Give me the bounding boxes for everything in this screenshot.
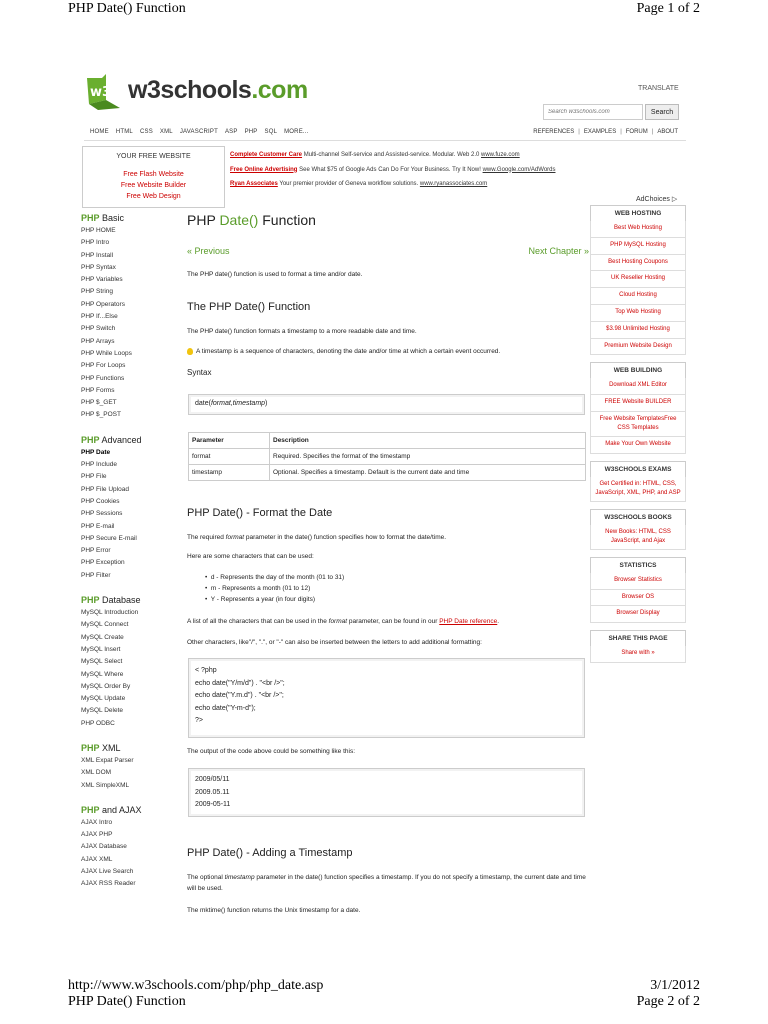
right-sidebar-link[interactable]: Best Hosting Coupons: [590, 255, 686, 272]
logo-text-com: .com: [251, 76, 308, 104]
sidebar-item[interactable]: PHP Include: [81, 461, 118, 469]
sidebar-item[interactable]: PHP File: [81, 473, 107, 481]
format-description: The required format parameter in the date() function specifies how to format the date/time.: [187, 534, 447, 541]
heading-date-function: The PHP Date() Function: [187, 301, 311, 313]
sidebar-item[interactable]: PHP ODBC: [81, 719, 115, 727]
ad-url[interactable]: www.fuze.com: [481, 152, 520, 158]
nav-html[interactable]: HTML: [115, 129, 133, 135]
svg-text:w3: w3: [90, 85, 112, 100]
sidebar-section-heading: PHP Advanced: [81, 434, 142, 445]
code-line: ?>: [195, 717, 203, 724]
list-item: • Y - Represents a year (in four digits): [205, 596, 316, 603]
nav-references[interactable]: REFERENCES: [533, 129, 575, 135]
print-header-title: PHP Date() Function: [68, 1, 186, 16]
sidebar-item[interactable]: PHP For Loops: [81, 362, 126, 370]
nav-home[interactable]: HOME: [90, 129, 109, 135]
right-nav: REFERENCES | EXAMPLES | FORUM | ABOUT: [533, 129, 678, 135]
ad-item: [230, 163, 600, 178]
sidebar-item[interactable]: PHP Forms: [81, 386, 115, 394]
sidebar-item[interactable]: MySQL Delete: [81, 707, 124, 715]
logo-text-main: w3schools: [128, 76, 252, 104]
sidebar-item[interactable]: PHP Secure E-mail: [81, 534, 137, 542]
sidebar-item[interactable]: XML Expat Parser: [81, 756, 134, 764]
right-sidebar-heading: WEB HOSTING: [590, 205, 686, 221]
table-cell: Optional. Specifies a timestamp. Default is the current date and time: [270, 465, 586, 481]
ad-text: See What $75 of Google Ads Can Do For Your Business. Try It Now!: [297, 166, 483, 173]
table-cell: Required. Specifies the format of the timestamp: [270, 449, 586, 465]
top-nav: [90, 129, 316, 135]
right-sidebar-link[interactable]: Best Web Hosting: [590, 221, 686, 238]
sidebar-item[interactable]: PHP Error: [81, 547, 111, 555]
sidebar-item[interactable]: MySQL Where: [81, 670, 124, 678]
sidebar-item[interactable]: PHP Operators: [81, 300, 125, 308]
sidebar-item[interactable]: PHP Exception: [81, 559, 125, 567]
code-line: echo date("Y/m/d") . "<br />";: [195, 679, 285, 687]
timestamp-description: The optional timestamp parameter in the date() function specifies a timestamp. If you do not specify a timestamp, the current date and time will be used.: [187, 874, 586, 892]
sidebar-item[interactable]: PHP File Upload: [81, 485, 129, 493]
mktime-text: The mktime() function returns the Unix timestamp for a date.: [187, 907, 361, 914]
right-sidebar-link[interactable]: Browser OS: [590, 590, 686, 607]
right-sidebar-link[interactable]: Make Your Own Website: [590, 437, 686, 454]
sidebar-item[interactable]: AJAX Intro: [81, 818, 113, 826]
sidebar-item[interactable]: PHP Date: [81, 448, 111, 456]
sidebar-item[interactable]: PHP Variables: [81, 276, 123, 284]
other-chars-text: Other characters, like"/", ".", or "-" can also be inserted between the letters to add additional formatting:: [187, 639, 482, 646]
nav-more[interactable]: MORE...: [284, 129, 309, 135]
code-line: echo date("Y-m-d");: [195, 704, 256, 712]
print-footer-url: http://www.w3schools.com/php/php_date.asp: [68, 978, 324, 993]
right-sidebar-link[interactable]: Premium Website Design: [590, 339, 686, 356]
sidebar-item[interactable]: PHP While Loops: [81, 349, 132, 357]
right-sidebar-link[interactable]: Browser Display: [590, 606, 686, 623]
intro-text: The PHP date() function is used to format a time and/or date.: [187, 271, 363, 278]
ad-url[interactable]: www.Google.com/AdWords: [482, 166, 556, 173]
nav-about[interactable]: ABOUT: [657, 129, 678, 135]
right-sidebar-heading: W3SCHOOLS BOOKS: [590, 509, 686, 525]
syntax-box: date(format,timestamp): [188, 394, 585, 415]
next-chapter-link[interactable]: Next Chapter »: [528, 246, 589, 256]
ad-title[interactable]: Ryan Associates: [230, 181, 278, 187]
w3-logo-icon: [84, 74, 124, 110]
output-box: [188, 768, 585, 817]
sidebar-section-heading: PHP and AJAX: [81, 804, 142, 815]
right-sidebar: [590, 205, 686, 663]
sidebar-item[interactable]: PHP E-mail: [81, 522, 115, 530]
sidebar-item[interactable]: PHP Install: [81, 251, 114, 259]
list-item: • d - Represents the day of the month (01 to 31): [205, 574, 345, 581]
right-sidebar-link[interactable]: Top Web Hosting: [590, 305, 686, 322]
sidebar-section-heading: PHP XML: [81, 742, 121, 753]
right-sidebar-link[interactable]: Cloud Hosting: [590, 288, 686, 305]
sidebar-item[interactable]: PHP String: [81, 288, 114, 296]
lightbulb-icon: [187, 348, 193, 355]
print-header-page: Page 1 of 2: [636, 1, 700, 16]
nav-xml[interactable]: XML: [159, 129, 173, 135]
previous-link[interactable]: « Previous: [187, 246, 230, 256]
table-header-row: [189, 433, 586, 449]
output-intro: The output of the code above could be something like this:: [187, 748, 356, 755]
right-sidebar-heading: STATISTICS: [590, 557, 686, 573]
sidebar-item[interactable]: PHP Functions: [81, 374, 125, 382]
free-builder-link[interactable]: Free Website Builder: [120, 182, 187, 189]
sidebar-section-heading: PHP Database: [81, 595, 141, 606]
output-line: 2009-05-11: [195, 801, 231, 808]
tip-label: A timestamp is a sequence of characters, denoting the date and/or time at which a certain event occurred.: [196, 348, 501, 355]
syntax-heading: Syntax: [187, 368, 212, 377]
adchoices-icon: ▷: [671, 196, 678, 203]
sidebar-item[interactable]: MySQL Create: [81, 633, 124, 641]
ad-url[interactable]: www.ryanassociates.com: [419, 181, 488, 187]
chars-intro: Here are some characters that can be used:: [187, 553, 314, 560]
ad-text: Your premier provider of Geneva workflow solutions.: [277, 181, 420, 187]
sidebar-item[interactable]: MySQL Select: [81, 658, 123, 666]
left-sidebar: [81, 209, 181, 891]
sidebar-item[interactable]: PHP If...Else: [81, 313, 118, 321]
table-row: [189, 465, 586, 481]
sidebar-item[interactable]: AJAX Database: [81, 843, 127, 851]
sidebar-item[interactable]: PHP $_POST: [81, 411, 121, 419]
adchoices-label: AdChoices: [636, 196, 670, 203]
sidebar-item[interactable]: MySQL Insert: [81, 645, 121, 653]
list-reference-text: A list of all the characters that can be used in the format parameter, can be found in our PHP Date reference.: [187, 618, 500, 625]
sidebar-item[interactable]: PHP $_GET: [81, 399, 117, 407]
search-button[interactable]: Search: [645, 104, 679, 120]
right-sidebar-link[interactable]: Share with »: [590, 646, 686, 663]
right-sidebar-link[interactable]: PHP MySQL Hosting: [590, 238, 686, 255]
right-sidebar-heading: WEB BUILDING: [590, 362, 686, 378]
sidebar-item[interactable]: XML DOM: [81, 769, 112, 777]
nav-css[interactable]: CSS: [139, 129, 153, 135]
ad-title[interactable]: Complete Customer Care: [230, 152, 303, 158]
right-sidebar-link[interactable]: FREE Website BUILDER: [590, 395, 686, 412]
nav-php[interactable]: PHP: [244, 129, 258, 135]
table-cell: timestamp: [189, 465, 270, 481]
sidebar-item[interactable]: MySQL Update: [81, 695, 126, 703]
print-footer-title: PHP Date() Function: [68, 994, 186, 1009]
table-row: [189, 449, 586, 465]
print-footer-page: Page 2 of 2: [636, 994, 700, 1009]
code-line: echo date("Y.m.d") . "<br />";: [195, 692, 284, 699]
col-description: Description: [270, 433, 586, 449]
sidebar-item[interactable]: PHP Intro: [81, 239, 110, 247]
free-flash-link[interactable]: Free Flash Website: [123, 171, 184, 178]
free-design-link[interactable]: Free Web Design: [126, 193, 181, 200]
w3schools-logo[interactable]: [84, 74, 308, 114]
sidebar-item[interactable]: XML SimpleXML: [81, 781, 130, 789]
sidebar-item[interactable]: MySQL Connect: [81, 621, 129, 629]
nav-examples[interactable]: EXAMPLES: [583, 129, 617, 135]
right-sidebar-link[interactable]: New Books: HTML, CSS JavaScript, and Ajax: [590, 525, 686, 550]
sidebar-item[interactable]: AJAX XML: [81, 855, 113, 863]
right-sidebar-link[interactable]: Get Certified in: HTML, CSS, JavaScript, XML, PHP, and ASP: [590, 477, 686, 502]
ad-title[interactable]: Free Online Advertising: [230, 166, 298, 173]
ad-text: Multi-channel Self-service and Assisted-service. Modular. Web 2.0: [302, 152, 481, 158]
print-footer-date: 3/1/2012: [650, 978, 700, 993]
right-sidebar-link[interactable]: Download XML Editor: [590, 378, 686, 395]
right-sidebar-heading: SHARE THIS PAGE: [590, 630, 686, 646]
heading-format-date: PHP Date() - Format the Date: [187, 507, 333, 519]
output-line: 2009/05/11: [195, 776, 230, 783]
output-line: 2009.05.11: [195, 788, 230, 796]
right-sidebar-link[interactable]: Free Website TemplatesFree CSS Templates: [590, 412, 686, 437]
search-input[interactable]: [543, 104, 643, 120]
php-date-reference-link[interactable]: PHP Date reference: [439, 618, 498, 625]
sidebar-item[interactable]: PHP Arrays: [81, 337, 115, 345]
bullet-list: [205, 572, 605, 605]
heading-timestamp: PHP Date() - Adding a Timestamp: [187, 847, 353, 859]
sidebar-item[interactable]: AJAX Live Search: [81, 868, 134, 876]
table-cell: format: [189, 449, 270, 465]
right-sidebar-link[interactable]: $3.98 Unlimited Hosting: [590, 322, 686, 339]
sidebar-item[interactable]: MySQL Order By: [81, 682, 131, 690]
nav-sql[interactable]: SQL: [264, 129, 278, 135]
text-ads: [230, 148, 600, 192]
sidebar-item[interactable]: PHP HOME: [81, 227, 116, 234]
sidebar-item[interactable]: PHP Sessions: [81, 510, 123, 518]
nav-divider: [84, 140, 686, 141]
sidebar-item[interactable]: AJAX RSS Reader: [81, 880, 136, 888]
sidebar-item[interactable]: MySQL Introduction: [81, 609, 139, 617]
right-sidebar-link[interactable]: UK Reseller Hosting: [590, 271, 686, 288]
right-sidebar-link[interactable]: Browser Statistics: [590, 573, 686, 590]
page-title: PHP Date() Function: [187, 212, 316, 228]
translate-link[interactable]: TRANSLATE: [638, 85, 679, 92]
sidebar-item[interactable]: PHP Filter: [81, 571, 111, 579]
free-website-box: [82, 146, 225, 208]
free-website-title: YOUR FREE WEBSITE: [116, 153, 191, 160]
parameter-table: [188, 432, 586, 481]
code-example: [188, 658, 585, 738]
ad-item: [230, 177, 600, 192]
tip-text: [187, 346, 587, 357]
nav-forum[interactable]: FORUM: [625, 129, 648, 135]
list-item: • m - Represents a month (01 to 12): [205, 585, 311, 592]
right-sidebar-heading: W3SCHOOLS EXAMS: [590, 461, 686, 477]
adchoices-link[interactable]: [636, 195, 677, 203]
sidebar-section-heading: PHP Basic: [81, 213, 125, 223]
nav-asp[interactable]: ASP: [224, 129, 238, 135]
nav-javascript[interactable]: JAVASCRIPT: [179, 129, 218, 135]
sidebar-item[interactable]: PHP Switch: [81, 325, 116, 333]
sidebar-item[interactable]: PHP Syntax: [81, 263, 116, 271]
sidebar-item[interactable]: AJAX PHP: [81, 831, 113, 839]
ad-item: [230, 148, 600, 163]
col-parameter: Parameter: [189, 433, 270, 449]
code-line: < ?php: [195, 667, 217, 674]
func-description: The PHP date() function formats a timestamp to a more readable date and time.: [187, 328, 417, 335]
sidebar-item[interactable]: PHP Cookies: [81, 497, 120, 505]
